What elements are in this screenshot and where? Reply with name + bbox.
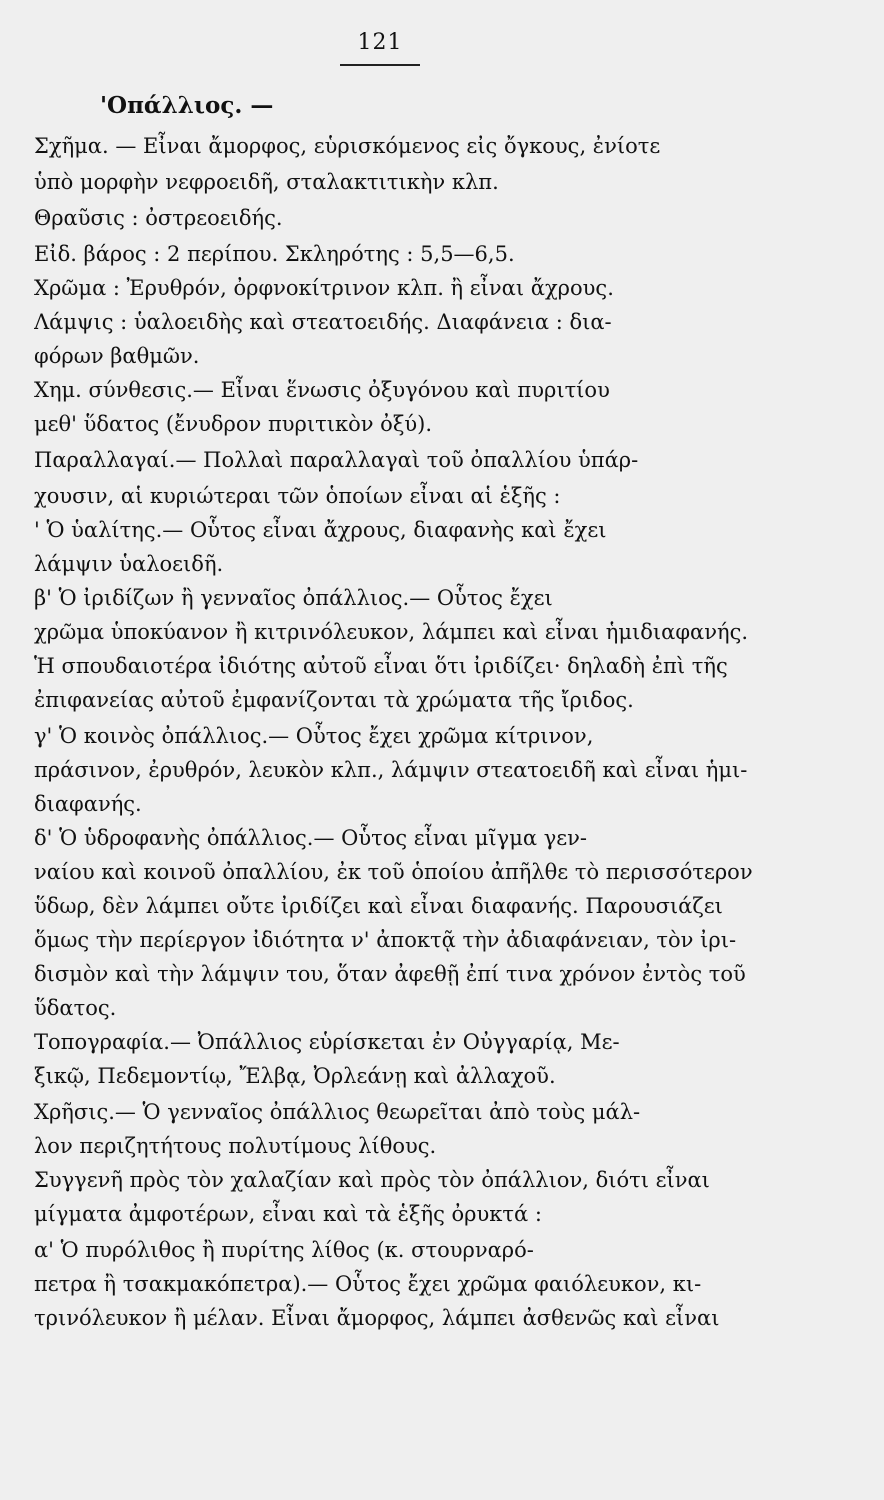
text-line: Χρῆσις.— Ὁ γενναῖος ὀπάλλιος θεωρεῖται ἀπὸ τοὺς μάλ- xyxy=(34,1100,641,1124)
text-line: ξικῷ, Πεδεμοντίῳ, Ἔλβᾳ, Ὀρλεάνῃ καὶ ἀλλαχοῦ. xyxy=(34,1064,556,1088)
text-line: α' Ὁ πυρόλιθος ἢ πυρίτης λίθος (κ. στουρναρό- xyxy=(34,1238,534,1262)
text-line: Θραῦσις : ὀστρεοειδής. xyxy=(34,206,283,230)
text-line: ὕδατος. xyxy=(34,996,117,1020)
text-line: Συγγενῆ πρὸς τὸν χαλαζίαν καὶ πρὸς τὸν ὀπάλλιον, διότι εἶναι xyxy=(34,1168,710,1192)
text-line: λάμψιν ὑαλοειδῆ. xyxy=(34,552,224,576)
text-line: Παραλλαγαί.— Πολλαὶ παραλλαγαὶ τοῦ ὀπαλλίου ὑπάρ- xyxy=(34,448,639,472)
page-number-rule xyxy=(340,64,420,66)
page-number: 121 xyxy=(357,30,403,55)
text-line: δ' Ὁ ὑδροφανὴς ὀπάλλιος.— Οὗτος εἶναι μῖγμα γεν- xyxy=(34,826,587,850)
text-line: Χημ. σύνθεσις.— Εἶναι ἕνωσις ὀξυγόνου καὶ πυριτίου xyxy=(34,378,610,402)
text-line: Χρῶμα : Ἐρυθρόν, ὀρφνοκίτρινον κλπ. ἢ εἶναι ἄχρους. xyxy=(34,276,614,300)
text-line: λον περιζητήτους πολυτίμους λίθους. xyxy=(34,1134,437,1158)
text-line: ὕδωρ, δὲν λάμπει οὔτε ἰριδίζει καὶ εἶναι διαφανής. Παρουσιάζει xyxy=(34,894,723,918)
text-line: ναίου καὶ κοινοῦ ὀπαλλίου, ἐκ τοῦ ὁποίου ἀπῆλθε τὸ περισσότερον xyxy=(34,860,753,884)
text-line: Σχῆμα. — Εἶναι ἄμορφος, εὑρισκόμενος εἰς ὄγκους, ἐνίοτε xyxy=(34,134,661,158)
text-line: Εἰδ. βάρος : 2 περίπου. Σκληρότης : 5,5—6,5. xyxy=(34,242,515,266)
text-line: γ' Ὁ κοινὸς ὀπάλλιος.— Οὗτος ἔχει χρῶμα κίτρινον, xyxy=(34,724,594,748)
text-line: ὑπὸ μορφὴν νεφροειδῆ, σταλακτιτικὴν κλπ. xyxy=(34,170,499,194)
text-line: ὅμως τὴν περίεργον ἰδιότητα ν' ἀποκτᾷ τὴν ἀδιαφάνειαν, τὸν ἰρι- xyxy=(34,928,737,952)
text-line: Λάμψις : ὑαλοειδὴς καὶ στεατοειδής. Διαφάνεια : δια- xyxy=(34,310,612,334)
text-line: δισμὸν καὶ τὴν λάμψιν του, ὅταν ἀφεθῇ ἐπί τινα χρόνον ἐντὸς τοῦ xyxy=(34,962,746,986)
text-line: β' Ὁ ἰριδίζων ἢ γενναῖος ὀπάλλιος.— Οὗτος ἔχει xyxy=(34,586,553,610)
text-line: Ἡ σπουδαιοτέρα ἰδιότης αὐτοῦ εἶναι ὅτι ἰριδίζει· δηλαδὴ ἐπὶ τῆς xyxy=(34,654,728,678)
text-line: διαφανής. xyxy=(34,792,142,816)
text-line: ' Ὁ ὑαλίτης.— Οὗτος εἶναι ἄχρους, διαφανὴς καὶ ἔχει xyxy=(34,518,607,542)
text-line: Τοπογραφία.— Ὀπάλλιος εὑρίσκεται ἐν Οὐγγαρίᾳ, Με- xyxy=(34,1030,620,1054)
text-line: ἐπιφανείας αὐτοῦ ἐμφανίζονται τὰ χρώματα τῆς ἴριδος. xyxy=(34,688,634,712)
text-line: χρῶμα ὑποκύανον ἢ κιτρινόλευκον, λάμπει καὶ εἶναι ἡμιδιαφανής. xyxy=(34,620,748,644)
text-line: μεθ' ὕδατος (ἔνυδρον πυριτικὸν ὀξύ). xyxy=(34,412,433,436)
text-line: τρινόλευκον ἢ μέλαν. Εἶναι ἄμορφος, λάμπει ἀσθενῶς καὶ εἶναι xyxy=(34,1306,720,1330)
text-line: πράσινον, ἐρυθρόν, λευκὸν κλπ., λάμψιν στεατοειδῆ καὶ εἶναι ἡμι- xyxy=(34,758,748,782)
section-title: 'Οπάλλιος. — xyxy=(100,92,274,119)
text-line: φόρων βαθμῶν. xyxy=(34,344,200,368)
text-line: χουσιν, αἱ κυριώτεραι τῶν ὁποίων εἶναι αἱ ἑξῆς : xyxy=(34,484,561,508)
text-line: μίγματα ἀμφοτέρων, εἶναι καὶ τὰ ἑξῆς ὀρυκτά : xyxy=(34,1202,542,1226)
text-line: πετρα ἢ τσακμακόπετρα).— Οὗτος ἔχει χρῶμα φαιόλευκον, κι- xyxy=(34,1272,702,1296)
